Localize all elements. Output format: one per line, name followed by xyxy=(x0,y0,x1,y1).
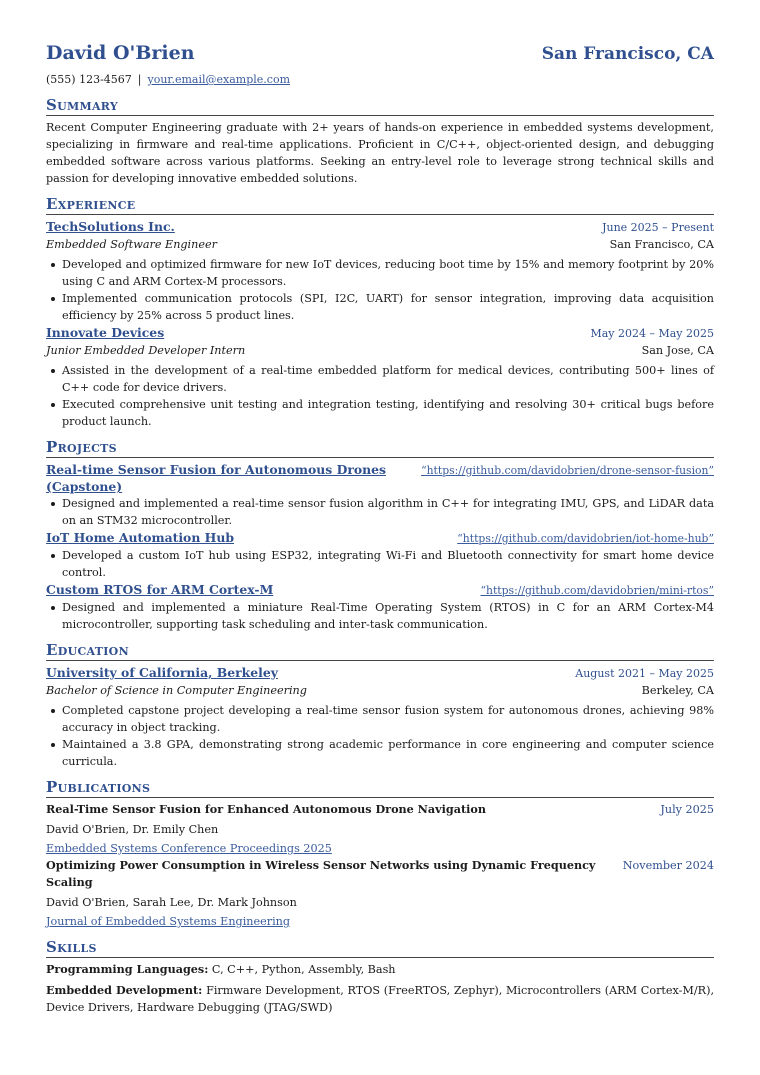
publication-entry xyxy=(46,857,714,930)
project-entry xyxy=(46,529,714,581)
education-bullets xyxy=(46,702,714,770)
skill-label: Programming Languages: xyxy=(46,962,209,976)
bullet-item: Developed and optimized firmware for new IoT devices, reducing boot time by 15% and memory footprint by 20% using C and ARM Cortex-M processors. xyxy=(46,256,714,290)
project-link[interactable]: “https://github.com/davidobrien/iot-home-hub” xyxy=(457,532,714,545)
job-role: Junior Embedded Developer Intern xyxy=(46,344,246,357)
publication-title: Real-Time Sensor Fusion for Enhanced Autonomous Drone Navigation xyxy=(46,802,486,816)
project-bullets xyxy=(46,599,714,633)
project-bullets xyxy=(46,495,714,529)
company-name[interactable]: TechSolutions Inc. xyxy=(46,219,175,234)
job-location: San Jose, CA xyxy=(641,344,714,357)
project-link[interactable]: “https://github.com/davidobrien/drone-sensor-fusion” xyxy=(421,464,714,477)
section-title-summary: Summary xyxy=(46,96,714,116)
bullet-item: Designed and implemented a real-time sensor fusion algorithm in C++ for integrating IMU, GPS, and LiDAR data on an STM32 microcontroller. xyxy=(46,495,714,529)
bullet-item: Assisted in the development of a real-time embedded platform for medical devices, contributing 500+ lines of C++ code for device drivers. xyxy=(46,362,714,396)
contact-line xyxy=(46,71,714,88)
project-entry xyxy=(46,581,714,633)
experience-entry xyxy=(46,218,714,324)
section-title-publications: Publications xyxy=(46,778,714,798)
skill-label: Embedded Development: xyxy=(46,983,203,997)
school-name[interactable]: University of California, Berkeley xyxy=(46,665,278,680)
section-title-education: Education xyxy=(46,641,714,661)
school-location: Berkeley, CA xyxy=(641,684,714,697)
job-bullets xyxy=(46,362,714,430)
job-role: Embedded Software Engineer xyxy=(46,238,217,251)
publication-entry xyxy=(46,801,714,857)
publication-title: Optimizing Power Consumption in Wireless Sensor Networks using Dynamic Frequency Scaling xyxy=(46,858,596,889)
job-location: San Francisco, CA xyxy=(609,238,714,251)
publication-venue-link[interactable]: Embedded Systems Conference Proceedings 2025 xyxy=(46,842,332,855)
skill-value: C, C++, Python, Assembly, Bash xyxy=(211,963,396,976)
phone-number: (555) 123-4567 xyxy=(46,73,132,86)
company-name[interactable]: Innovate Devices xyxy=(46,325,165,340)
project-bullets xyxy=(46,547,714,581)
skill-value: Firmware Development, RTOS (FreeRTOS, Zephyr), Microcontrollers (ARM Cortex-M/R), Device Drivers, Hardware Debugging (JTAG/SWD) xyxy=(46,984,715,1014)
project-name[interactable]: IoT Home Automation Hub xyxy=(46,530,235,545)
bullet-item: Developed a custom IoT hub using ESP32, integrating Wi-Fi and Bluetooth connectivity for smart home device control. xyxy=(46,547,714,581)
education-entry xyxy=(46,664,714,770)
skill-line xyxy=(46,961,714,978)
experience-entry xyxy=(46,324,714,430)
section-title-experience: Experience xyxy=(46,195,714,215)
publication-authors: David O'Brien, Sarah Lee, Dr. Mark Johnson xyxy=(46,896,297,909)
candidate-name: David O'Brien xyxy=(46,42,195,64)
job-dates: June 2025 – Present xyxy=(602,221,714,234)
job-dates: May 2024 – May 2025 xyxy=(590,327,714,340)
project-name[interactable]: Real-time Sensor Fusion for Autonomous Drones (Capstone) xyxy=(46,462,386,494)
bullet-item: Executed comprehensive unit testing and integration testing, identifying and resolving 30+ critical bugs before product launch. xyxy=(46,396,714,430)
publication-venue-link[interactable]: Journal of Embedded Systems Engineering xyxy=(46,915,291,928)
contact-separator: | xyxy=(137,73,142,86)
project-link[interactable]: “https://github.com/davidobrien/mini-rtos” xyxy=(480,584,714,597)
degree-name: Bachelor of Science in Computer Engineering xyxy=(46,684,307,697)
candidate-location: San Francisco, CA xyxy=(541,44,714,64)
project-name[interactable]: Custom RTOS for ARM Cortex-M xyxy=(46,582,274,597)
section-title-projects: Projects xyxy=(46,438,714,458)
email-link[interactable]: your.email@example.com xyxy=(147,73,290,86)
bullet-item: Completed capstone project developing a real-time sensor fusion system for autonomous drones, achieving 98% accuracy in object tracking. xyxy=(46,702,714,736)
publication-date: July 2025 xyxy=(660,803,714,816)
skill-line xyxy=(46,982,714,1016)
publication-authors: David O'Brien, Dr. Emily Chen xyxy=(46,823,219,836)
education-dates: August 2021 – May 2025 xyxy=(575,667,714,680)
header xyxy=(46,40,714,67)
bullet-item: Maintained a 3.8 GPA, demonstrating strong academic performance in core engineering and computer science curricula. xyxy=(46,736,714,770)
job-bullets xyxy=(46,256,714,324)
project-entry xyxy=(46,461,714,529)
bullet-item: Designed and implemented a miniature Real-Time Operating System (RTOS) in C for an ARM Cortex-M4 microcontroller, supporting task scheduling and inter-task communication. xyxy=(46,599,714,633)
bullet-item: Implemented communication protocols (SPI, I2C, UART) for sensor integration, improving data acquisition efficiency by 25% across 5 product lines. xyxy=(46,290,714,324)
section-title-skills: Skills xyxy=(46,938,714,958)
summary-text: Recent Computer Engineering graduate with 2+ years of hands-on experience in embedded systems development, specializing in firmware and real-time applications. Proficient in C/C++, object-oriented design, and debugging embedded software across various platforms. Seeking an entry-level role to leverage strong technical skills and passion for developing innovative embedded solutions. xyxy=(46,121,714,185)
publication-date: November 2024 xyxy=(622,859,714,872)
